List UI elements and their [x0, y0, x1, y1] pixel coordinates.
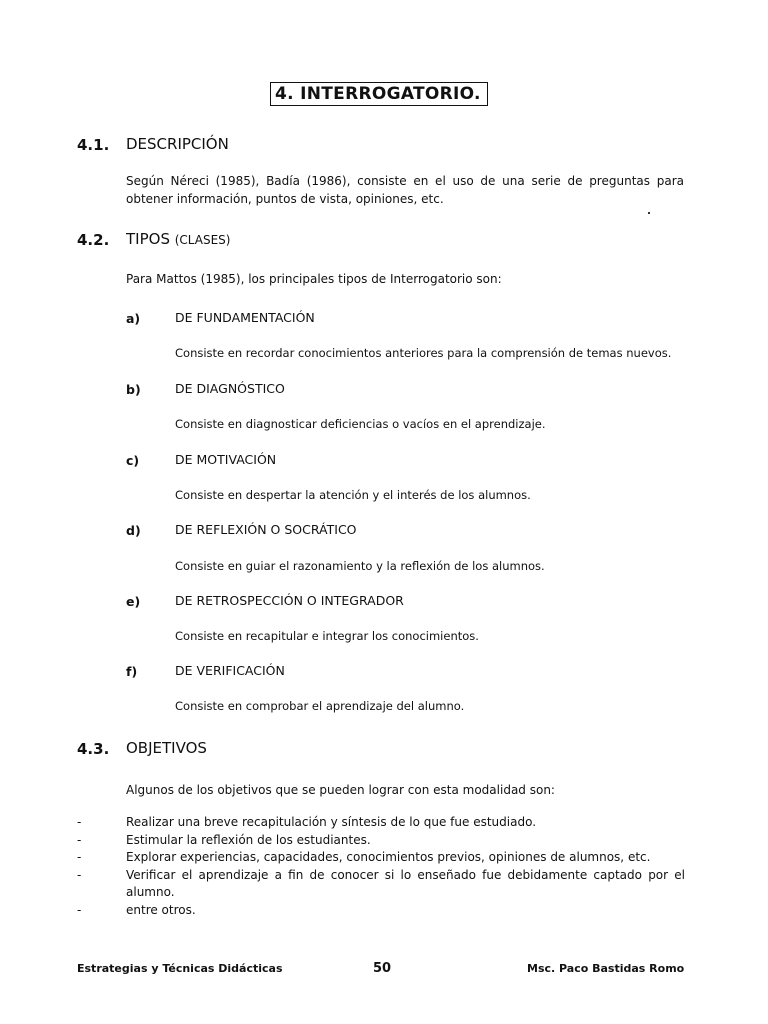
tipo-desc-b: Consiste en diagnosticar deficiencias o vacíos en el aprendizaje. [175, 417, 546, 431]
tipo-letter-d: d) [126, 523, 141, 538]
objetivos-list [77, 814, 685, 919]
bullet-dash: - [77, 832, 82, 847]
tipo-desc-a: Consiste en recordar conocimientos anteriores para la comprensión de temas nuevos. [175, 346, 672, 360]
list-item [77, 902, 685, 920]
tipo-title-c: DE MOTIVACIÓN [175, 452, 277, 467]
tipo-title-d: DE REFLEXIÓN O SOCRÁTICO [175, 522, 357, 537]
tipo-letter-a: a) [126, 311, 141, 326]
list-item-text: Verificar el aprendizaje a fin de conocer si lo enseñado fue debidamente captado por el alumno. [126, 867, 685, 899]
page-title: 4. INTERROGATORIO. [270, 82, 488, 106]
section-number-4-3: 4.3. [77, 740, 110, 758]
list-item [77, 849, 685, 867]
section-title-text: OBJETIVOS [126, 739, 207, 757]
tipo-letter-b: b) [126, 382, 141, 397]
list-item-text: entre otros. [126, 902, 196, 917]
tipo-desc-f: Consiste en comprobar el aprendizaje del alumno. [175, 699, 465, 713]
bullet-dash: - [77, 815, 82, 829]
descripcion-paragraph: Según Néreci (1985), Badía (1986), consiste en el uso de una serie de preguntas para obtener información, puntos de vista, opiniones, etc. [126, 174, 684, 206]
section-subtitle: (CLASES) [174, 233, 231, 247]
tipo-desc-c: Consiste en despertar la atención y el interés de los alumnos. [175, 488, 531, 502]
tipo-letter-f: f) [126, 664, 138, 679]
tipo-title-a: DE FUNDAMENTACIÓN [175, 310, 315, 325]
section-title-tipos [126, 230, 230, 248]
footer-author: Msc. Paco Bastidas Romo [527, 962, 685, 975]
bullet-dash: - [77, 867, 82, 882]
tipo-desc-e: Consiste en recapitular e integrar los conocimientos. [175, 629, 479, 643]
list-item-text: Explorar experiencias, capacidades, conocimientos previos, opiniones de alumnos, etc. [126, 850, 651, 864]
scan-speck [648, 212, 650, 214]
bullet-dash: - [77, 902, 82, 917]
section-title-objetivos [126, 739, 207, 757]
list-item [77, 867, 685, 902]
footer-course-title: Estrategias y Técnicas Didácticas [77, 962, 283, 975]
list-item-text: Estimular la reflexión de los estudiantes. [126, 832, 371, 847]
tipo-title-f: DE VERIFICACIÓN [175, 663, 285, 678]
tipo-title-e: DE RETROSPECCIÓN O INTEGRADOR [175, 593, 404, 608]
tipo-letter-e: e) [126, 594, 141, 609]
section-title-text: DESCRIPCIÓN [126, 135, 229, 153]
tipo-title-b: DE DIAGNÓSTICO [175, 381, 285, 396]
list-item [77, 814, 685, 832]
tipos-intro-paragraph: Para Mattos (1985), los principales tipos de Interrogatorio son: [126, 272, 502, 286]
objetivos-intro-paragraph: Algunos de los objetivos que se pueden lograr con esta modalidad son: [126, 783, 555, 797]
list-item-text: Realizar una breve recapitulación y síntesis de lo que fue estudiado. [126, 815, 537, 829]
section-title-descripcion [126, 135, 229, 153]
tipo-desc-d: Consiste en guiar el razonamiento y la reflexión de los alumnos. [175, 559, 545, 573]
bullet-dash: - [77, 850, 82, 864]
tipo-letter-c: c) [126, 453, 140, 468]
section-number-4-1: 4.1. [77, 136, 110, 154]
section-title-text: TIPOS [126, 230, 170, 248]
footer-page-number: 50 [373, 961, 392, 976]
section-number-4-2: 4.2. [77, 231, 110, 249]
list-item [77, 832, 685, 850]
